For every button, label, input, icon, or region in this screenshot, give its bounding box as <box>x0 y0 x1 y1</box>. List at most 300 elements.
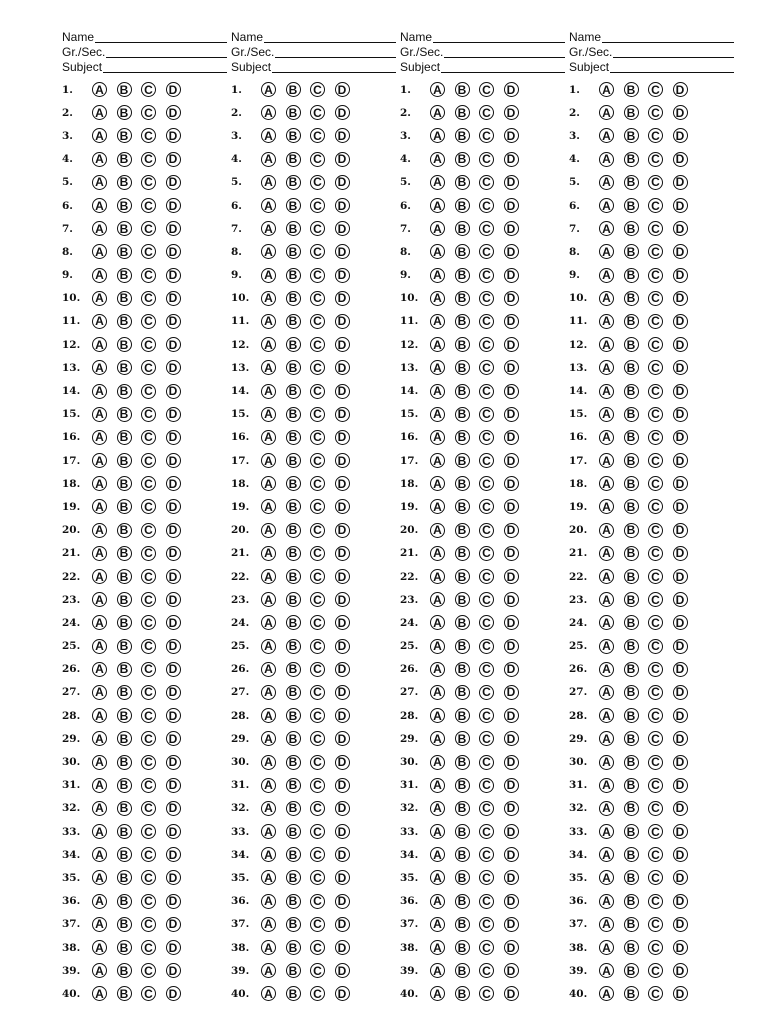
bubble-a[interactable]: A <box>430 82 445 97</box>
bubble-d[interactable]: D <box>166 801 181 816</box>
bubble-d[interactable]: D <box>335 685 350 700</box>
bubble-a[interactable]: A <box>430 894 445 909</box>
bubble-a[interactable]: A <box>430 221 445 236</box>
bubble-b[interactable]: B <box>455 453 470 468</box>
bubble-b[interactable]: B <box>117 430 132 445</box>
subject-field[interactable] <box>62 60 227 75</box>
bubble-a[interactable]: A <box>599 662 614 677</box>
bubble-b[interactable]: B <box>286 662 301 677</box>
bubble-b[interactable]: B <box>286 291 301 306</box>
bubble-a[interactable]: A <box>599 128 614 143</box>
bubble-c[interactable]: C <box>479 175 494 190</box>
bubble-c[interactable]: C <box>648 963 663 978</box>
bubble-b[interactable]: B <box>117 453 132 468</box>
bubble-d[interactable]: D <box>504 940 519 955</box>
bubble-b[interactable]: B <box>455 963 470 978</box>
bubble-d[interactable]: D <box>166 894 181 909</box>
bubble-c[interactable]: C <box>310 639 325 654</box>
bubble-b[interactable]: B <box>624 940 639 955</box>
bubble-c[interactable]: C <box>141 198 156 213</box>
bubble-d[interactable]: D <box>504 894 519 909</box>
bubble-b[interactable]: B <box>117 917 132 932</box>
bubble-b[interactable]: B <box>286 337 301 352</box>
bubble-b[interactable]: B <box>286 523 301 538</box>
bubble-b[interactable]: B <box>455 244 470 259</box>
bubble-b[interactable]: B <box>624 870 639 885</box>
bubble-b[interactable]: B <box>117 476 132 491</box>
bubble-a[interactable]: A <box>430 778 445 793</box>
bubble-c[interactable]: C <box>141 569 156 584</box>
bubble-b[interactable]: B <box>286 476 301 491</box>
name-field-underline[interactable] <box>264 42 396 43</box>
bubble-a[interactable]: A <box>92 360 107 375</box>
bubble-d[interactable]: D <box>673 940 688 955</box>
bubble-d[interactable]: D <box>335 662 350 677</box>
bubble-d[interactable]: D <box>673 244 688 259</box>
bubble-a[interactable]: A <box>261 268 276 283</box>
bubble-a[interactable]: A <box>261 801 276 816</box>
bubble-a[interactable]: A <box>430 430 445 445</box>
bubble-c[interactable]: C <box>141 82 156 97</box>
bubble-b[interactable]: B <box>455 778 470 793</box>
bubble-a[interactable]: A <box>430 708 445 723</box>
bubble-a[interactable]: A <box>92 430 107 445</box>
bubble-c[interactable]: C <box>141 476 156 491</box>
bubble-c[interactable]: C <box>479 430 494 445</box>
bubble-b[interactable]: B <box>117 128 132 143</box>
bubble-a[interactable]: A <box>92 685 107 700</box>
bubble-b[interactable]: B <box>455 870 470 885</box>
bubble-b[interactable]: B <box>286 917 301 932</box>
bubble-b[interactable]: B <box>624 453 639 468</box>
bubble-d[interactable]: D <box>673 499 688 514</box>
bubble-b[interactable]: B <box>286 569 301 584</box>
bubble-c[interactable]: C <box>141 801 156 816</box>
bubble-c[interactable]: C <box>648 917 663 932</box>
bubble-c[interactable]: C <box>479 82 494 97</box>
bubble-d[interactable]: D <box>166 244 181 259</box>
bubble-b[interactable]: B <box>117 82 132 97</box>
bubble-c[interactable]: C <box>648 639 663 654</box>
bubble-d[interactable]: D <box>673 175 688 190</box>
bubble-b[interactable]: B <box>624 546 639 561</box>
bubble-b[interactable]: B <box>117 384 132 399</box>
bubble-a[interactable]: A <box>599 152 614 167</box>
bubble-d[interactable]: D <box>335 291 350 306</box>
bubble-d[interactable]: D <box>335 337 350 352</box>
bubble-b[interactable]: B <box>117 801 132 816</box>
bubble-c[interactable]: C <box>648 499 663 514</box>
bubble-c[interactable]: C <box>310 592 325 607</box>
bubble-c[interactable]: C <box>479 105 494 120</box>
name-field[interactable] <box>400 30 565 45</box>
bubble-c[interactable]: C <box>479 523 494 538</box>
bubble-a[interactable]: A <box>92 384 107 399</box>
bubble-c[interactable]: C <box>310 523 325 538</box>
bubble-d[interactable]: D <box>335 476 350 491</box>
bubble-b[interactable]: B <box>624 82 639 97</box>
bubble-c[interactable]: C <box>310 291 325 306</box>
bubble-d[interactable]: D <box>673 128 688 143</box>
bubble-d[interactable]: D <box>673 198 688 213</box>
bubble-c[interactable]: C <box>310 940 325 955</box>
bubble-a[interactable]: A <box>92 755 107 770</box>
bubble-b[interactable]: B <box>286 499 301 514</box>
section-field[interactable] <box>62 45 227 60</box>
bubble-d[interactable]: D <box>504 268 519 283</box>
bubble-b[interactable]: B <box>117 244 132 259</box>
bubble-d[interactable]: D <box>335 894 350 909</box>
bubble-b[interactable]: B <box>455 639 470 654</box>
bubble-a[interactable]: A <box>261 755 276 770</box>
bubble-d[interactable]: D <box>335 244 350 259</box>
bubble-a[interactable]: A <box>599 82 614 97</box>
bubble-a[interactable]: A <box>261 685 276 700</box>
bubble-c[interactable]: C <box>141 244 156 259</box>
bubble-c[interactable]: C <box>479 314 494 329</box>
bubble-a[interactable]: A <box>261 360 276 375</box>
bubble-b[interactable]: B <box>286 152 301 167</box>
bubble-a[interactable]: A <box>599 778 614 793</box>
bubble-d[interactable]: D <box>335 940 350 955</box>
bubble-b[interactable]: B <box>624 268 639 283</box>
bubble-b[interactable]: B <box>624 360 639 375</box>
bubble-a[interactable]: A <box>92 82 107 97</box>
bubble-d[interactable]: D <box>673 291 688 306</box>
bubble-a[interactable]: A <box>430 755 445 770</box>
bubble-b[interactable]: B <box>455 82 470 97</box>
bubble-c[interactable]: C <box>310 755 325 770</box>
bubble-b[interactable]: B <box>286 546 301 561</box>
bubble-a[interactable]: A <box>261 152 276 167</box>
bubble-b[interactable]: B <box>286 221 301 236</box>
bubble-d[interactable]: D <box>504 384 519 399</box>
bubble-d[interactable]: D <box>673 731 688 746</box>
bubble-b[interactable]: B <box>624 917 639 932</box>
bubble-c[interactable]: C <box>310 407 325 422</box>
bubble-d[interactable]: D <box>335 430 350 445</box>
bubble-b[interactable]: B <box>624 824 639 839</box>
bubble-d[interactable]: D <box>335 523 350 538</box>
bubble-c[interactable]: C <box>141 291 156 306</box>
bubble-c[interactable]: C <box>310 894 325 909</box>
bubble-c[interactable]: C <box>141 337 156 352</box>
bubble-a[interactable]: A <box>261 662 276 677</box>
bubble-a[interactable]: A <box>92 476 107 491</box>
bubble-b[interactable]: B <box>286 685 301 700</box>
bubble-d[interactable]: D <box>166 569 181 584</box>
bubble-a[interactable]: A <box>599 221 614 236</box>
bubble-c[interactable]: C <box>479 546 494 561</box>
bubble-d[interactable]: D <box>673 708 688 723</box>
bubble-c[interactable]: C <box>310 917 325 932</box>
bubble-c[interactable]: C <box>648 940 663 955</box>
bubble-c[interactable]: C <box>479 360 494 375</box>
bubble-c[interactable]: C <box>141 175 156 190</box>
bubble-b[interactable]: B <box>455 360 470 375</box>
bubble-d[interactable]: D <box>504 221 519 236</box>
bubble-b[interactable]: B <box>117 291 132 306</box>
bubble-d[interactable]: D <box>166 917 181 932</box>
bubble-d[interactable]: D <box>504 360 519 375</box>
bubble-b[interactable]: B <box>624 175 639 190</box>
bubble-a[interactable]: A <box>92 268 107 283</box>
bubble-c[interactable]: C <box>479 615 494 630</box>
bubble-b[interactable]: B <box>117 360 132 375</box>
bubble-b[interactable]: B <box>624 314 639 329</box>
bubble-c[interactable]: C <box>141 824 156 839</box>
bubble-d[interactable]: D <box>504 870 519 885</box>
bubble-a[interactable]: A <box>599 639 614 654</box>
bubble-d[interactable]: D <box>673 963 688 978</box>
bubble-c[interactable]: C <box>310 244 325 259</box>
bubble-d[interactable]: D <box>166 592 181 607</box>
bubble-b[interactable]: B <box>117 198 132 213</box>
bubble-c[interactable]: C <box>141 453 156 468</box>
bubble-d[interactable]: D <box>166 175 181 190</box>
bubble-a[interactable]: A <box>92 291 107 306</box>
bubble-a[interactable]: A <box>599 198 614 213</box>
bubble-c[interactable]: C <box>479 870 494 885</box>
bubble-d[interactable]: D <box>166 314 181 329</box>
bubble-b[interactable]: B <box>117 894 132 909</box>
bubble-c[interactable]: C <box>479 198 494 213</box>
bubble-a[interactable]: A <box>261 105 276 120</box>
bubble-b[interactable]: B <box>286 778 301 793</box>
bubble-a[interactable]: A <box>261 337 276 352</box>
bubble-a[interactable]: A <box>261 546 276 561</box>
bubble-d[interactable]: D <box>673 917 688 932</box>
bubble-c[interactable]: C <box>141 870 156 885</box>
bubble-a[interactable]: A <box>599 963 614 978</box>
bubble-a[interactable]: A <box>599 337 614 352</box>
bubble-a[interactable]: A <box>261 430 276 445</box>
bubble-d[interactable]: D <box>166 337 181 352</box>
subject-field-underline[interactable] <box>610 72 734 73</box>
bubble-c[interactable]: C <box>310 221 325 236</box>
bubble-b[interactable]: B <box>624 430 639 445</box>
bubble-d[interactable]: D <box>673 801 688 816</box>
bubble-b[interactable]: B <box>286 801 301 816</box>
bubble-c[interactable]: C <box>141 407 156 422</box>
bubble-c[interactable]: C <box>648 128 663 143</box>
bubble-a[interactable]: A <box>599 755 614 770</box>
bubble-d[interactable]: D <box>673 476 688 491</box>
bubble-d[interactable]: D <box>504 917 519 932</box>
bubble-d[interactable]: D <box>335 152 350 167</box>
bubble-a[interactable]: A <box>430 731 445 746</box>
bubble-a[interactable]: A <box>599 523 614 538</box>
bubble-b[interactable]: B <box>286 894 301 909</box>
bubble-a[interactable]: A <box>261 291 276 306</box>
bubble-a[interactable]: A <box>599 801 614 816</box>
bubble-d[interactable]: D <box>335 870 350 885</box>
subject-field[interactable] <box>231 60 396 75</box>
bubble-a[interactable]: A <box>430 152 445 167</box>
bubble-c[interactable]: C <box>141 847 156 862</box>
bubble-b[interactable]: B <box>286 940 301 955</box>
bubble-c[interactable]: C <box>479 476 494 491</box>
bubble-b[interactable]: B <box>286 244 301 259</box>
bubble-c[interactable]: C <box>648 430 663 445</box>
bubble-d[interactable]: D <box>673 662 688 677</box>
bubble-b[interactable]: B <box>117 175 132 190</box>
bubble-a[interactable]: A <box>261 244 276 259</box>
bubble-a[interactable]: A <box>261 639 276 654</box>
section-field[interactable] <box>231 45 396 60</box>
bubble-b[interactable]: B <box>624 476 639 491</box>
bubble-c[interactable]: C <box>648 175 663 190</box>
bubble-b[interactable]: B <box>624 569 639 584</box>
bubble-a[interactable]: A <box>599 870 614 885</box>
bubble-b[interactable]: B <box>286 755 301 770</box>
bubble-d[interactable]: D <box>673 824 688 839</box>
bubble-c[interactable]: C <box>648 569 663 584</box>
bubble-b[interactable]: B <box>286 731 301 746</box>
bubble-a[interactable]: A <box>261 198 276 213</box>
bubble-c[interactable]: C <box>141 314 156 329</box>
bubble-c[interactable]: C <box>648 523 663 538</box>
bubble-d[interactable]: D <box>166 499 181 514</box>
bubble-c[interactable]: C <box>310 708 325 723</box>
bubble-a[interactable]: A <box>92 407 107 422</box>
bubble-d[interactable]: D <box>504 963 519 978</box>
bubble-d[interactable]: D <box>335 708 350 723</box>
bubble-c[interactable]: C <box>648 244 663 259</box>
bubble-c[interactable]: C <box>310 662 325 677</box>
bubble-b[interactable]: B <box>624 384 639 399</box>
bubble-c[interactable]: C <box>648 755 663 770</box>
bubble-c[interactable]: C <box>479 337 494 352</box>
bubble-d[interactable]: D <box>166 384 181 399</box>
bubble-b[interactable]: B <box>624 198 639 213</box>
subject-field[interactable] <box>400 60 565 75</box>
bubble-a[interactable]: A <box>261 986 276 1001</box>
bubble-b[interactable]: B <box>624 963 639 978</box>
bubble-a[interactable]: A <box>261 523 276 538</box>
bubble-b[interactable]: B <box>624 731 639 746</box>
bubble-c[interactable]: C <box>310 152 325 167</box>
bubble-b[interactable]: B <box>286 128 301 143</box>
bubble-a[interactable]: A <box>430 662 445 677</box>
bubble-d[interactable]: D <box>504 314 519 329</box>
bubble-a[interactable]: A <box>599 268 614 283</box>
bubble-b[interactable]: B <box>624 894 639 909</box>
bubble-d[interactable]: D <box>504 198 519 213</box>
bubble-a[interactable]: A <box>92 940 107 955</box>
bubble-c[interactable]: C <box>479 453 494 468</box>
bubble-b[interactable]: B <box>624 615 639 630</box>
bubble-d[interactable]: D <box>504 778 519 793</box>
bubble-a[interactable]: A <box>430 337 445 352</box>
bubble-c[interactable]: C <box>648 986 663 1001</box>
bubble-c[interactable]: C <box>479 592 494 607</box>
bubble-d[interactable]: D <box>673 384 688 399</box>
bubble-c[interactable]: C <box>141 662 156 677</box>
bubble-d[interactable]: D <box>673 430 688 445</box>
bubble-a[interactable]: A <box>92 986 107 1001</box>
bubble-c[interactable]: C <box>141 523 156 538</box>
bubble-c[interactable]: C <box>141 499 156 514</box>
bubble-c[interactable]: C <box>479 662 494 677</box>
bubble-b[interactable]: B <box>117 546 132 561</box>
bubble-a[interactable]: A <box>599 546 614 561</box>
bubble-a[interactable]: A <box>92 708 107 723</box>
bubble-a[interactable]: A <box>261 894 276 909</box>
bubble-c[interactable]: C <box>479 685 494 700</box>
bubble-b[interactable]: B <box>455 476 470 491</box>
bubble-b[interactable]: B <box>117 499 132 514</box>
bubble-a[interactable]: A <box>261 384 276 399</box>
bubble-a[interactable]: A <box>92 592 107 607</box>
bubble-b[interactable]: B <box>455 662 470 677</box>
bubble-b[interactable]: B <box>455 291 470 306</box>
bubble-b[interactable]: B <box>455 152 470 167</box>
bubble-d[interactable]: D <box>335 360 350 375</box>
bubble-c[interactable]: C <box>141 917 156 932</box>
bubble-a[interactable]: A <box>599 731 614 746</box>
bubble-c[interactable]: C <box>479 268 494 283</box>
bubble-b[interactable]: B <box>455 314 470 329</box>
bubble-a[interactable]: A <box>599 430 614 445</box>
bubble-a[interactable]: A <box>430 360 445 375</box>
bubble-a[interactable]: A <box>430 963 445 978</box>
bubble-d[interactable]: D <box>335 847 350 862</box>
bubble-a[interactable]: A <box>599 314 614 329</box>
bubble-b[interactable]: B <box>286 175 301 190</box>
bubble-a[interactable]: A <box>92 105 107 120</box>
bubble-a[interactable]: A <box>261 824 276 839</box>
bubble-b[interactable]: B <box>286 986 301 1001</box>
bubble-d[interactable]: D <box>335 824 350 839</box>
bubble-c[interactable]: C <box>310 870 325 885</box>
bubble-c[interactable]: C <box>648 291 663 306</box>
bubble-a[interactable]: A <box>261 569 276 584</box>
bubble-a[interactable]: A <box>430 801 445 816</box>
bubble-c[interactable]: C <box>141 894 156 909</box>
bubble-a[interactable]: A <box>92 152 107 167</box>
bubble-a[interactable]: A <box>599 105 614 120</box>
bubble-a[interactable]: A <box>92 569 107 584</box>
bubble-a[interactable]: A <box>430 546 445 561</box>
bubble-b[interactable]: B <box>117 268 132 283</box>
bubble-c[interactable]: C <box>648 314 663 329</box>
name-field-underline[interactable] <box>433 42 565 43</box>
bubble-a[interactable]: A <box>261 870 276 885</box>
bubble-c[interactable]: C <box>648 685 663 700</box>
bubble-a[interactable]: A <box>92 917 107 932</box>
bubble-b[interactable]: B <box>455 894 470 909</box>
bubble-b[interactable]: B <box>624 685 639 700</box>
bubble-b[interactable]: B <box>117 824 132 839</box>
bubble-b[interactable]: B <box>286 870 301 885</box>
bubble-b[interactable]: B <box>624 639 639 654</box>
bubble-d[interactable]: D <box>335 175 350 190</box>
bubble-c[interactable]: C <box>310 963 325 978</box>
bubble-c[interactable]: C <box>479 384 494 399</box>
bubble-d[interactable]: D <box>673 592 688 607</box>
bubble-b[interactable]: B <box>455 685 470 700</box>
bubble-b[interactable]: B <box>286 592 301 607</box>
bubble-c[interactable]: C <box>310 569 325 584</box>
name-field-underline[interactable] <box>95 42 227 43</box>
bubble-a[interactable]: A <box>430 523 445 538</box>
bubble-a[interactable]: A <box>430 940 445 955</box>
bubble-d[interactable]: D <box>166 615 181 630</box>
bubble-d[interactable]: D <box>166 291 181 306</box>
subject-field[interactable] <box>569 60 734 75</box>
bubble-a[interactable]: A <box>261 592 276 607</box>
